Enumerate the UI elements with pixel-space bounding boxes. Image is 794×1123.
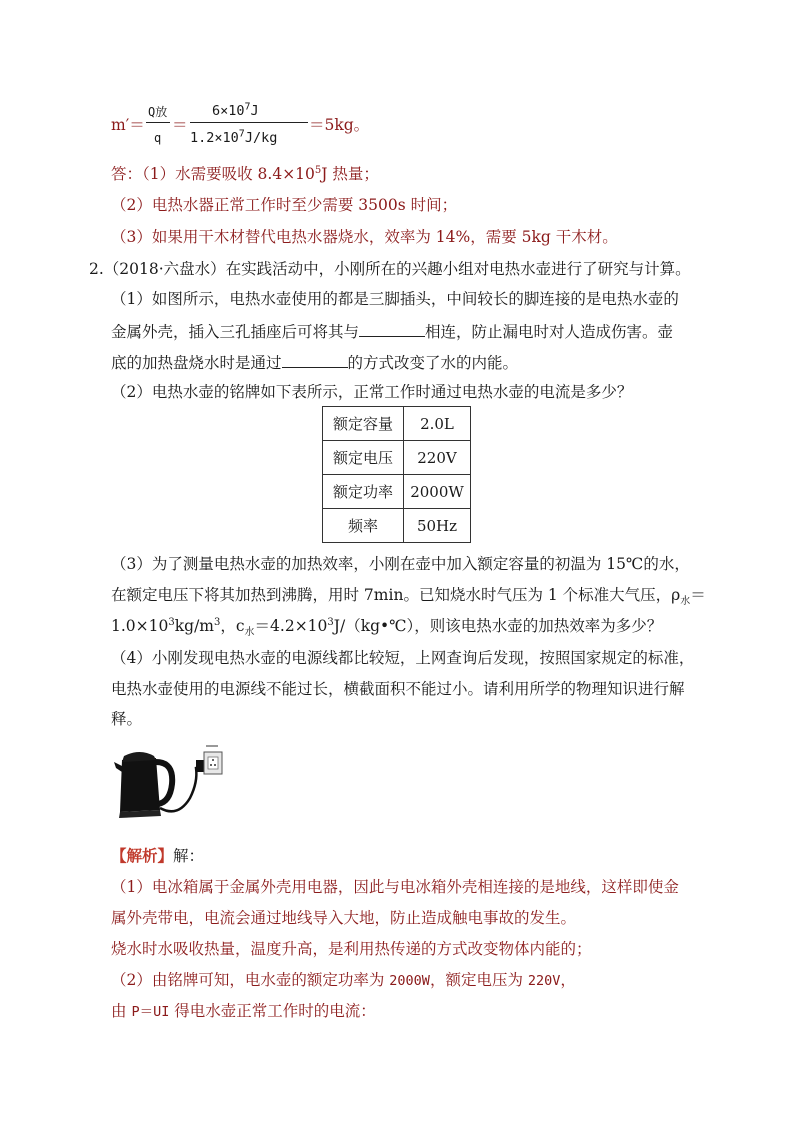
kettle-spout — [114, 762, 122, 772]
fraction2-den-exp: 7 — [238, 128, 245, 140]
kettle-body — [120, 758, 160, 812]
q-p3-l2-a: 在额定电压下将其加热到沸腾，用时 7min — [111, 586, 404, 604]
question-p3-line3 — [111, 615, 662, 637]
fraction1-bar — [146, 122, 170, 123]
analysis-tag: 【解析】 — [111, 846, 174, 865]
socket-hole-left — [210, 764, 212, 766]
fraction2-den-base: 1.2×10 — [190, 130, 239, 146]
analysis-line-4 — [111, 969, 576, 992]
answer-1-exp: 5 — [314, 164, 322, 176]
q-p1-l3-a: 底的加热盘烧水时是通过 — [111, 354, 282, 372]
question-p3-line1: （3）为了测量电热水壶的加热效率，小刚在壶中加入额定容量的初温为 15℃的水， — [111, 555, 690, 573]
formula-lhs-text: m′＝ — [111, 116, 145, 134]
table-value: 2000W — [404, 475, 471, 509]
formula-result: ＝5kg。 — [309, 116, 370, 134]
question-p3-line2 — [111, 584, 706, 606]
analysis-l4-power: 2000W — [389, 973, 430, 989]
q-p1-l3-b: 的方式改变了水的内能。 — [347, 354, 519, 372]
table-row — [323, 475, 471, 509]
q-p3-l3-exp: 3 — [168, 616, 175, 628]
table-value: 50Hz — [404, 509, 471, 543]
q-p3-l2-d: ＝ — [690, 586, 706, 604]
question-p4-line1: （4）小刚发现电热水壶的电源线都比较短，上网查询后发现，按照国家规定的标准， — [111, 649, 695, 667]
fraction1-numerator: Q放 — [148, 105, 168, 119]
fraction2-num-exp: 7 — [244, 101, 251, 113]
fraction2-den-unit: J/kg — [244, 130, 278, 146]
analysis-line-1: （1）电冰箱属于金属外壳用电器，因此与电冰箱外壳相连接的是地线，这样即使金 — [111, 878, 679, 896]
question-p1-line2 — [111, 320, 673, 343]
table-row — [323, 509, 471, 543]
table-key: 频率 — [323, 509, 404, 543]
answer-line-3: （3）如果用干木材替代电热水器烧水，效率为 14%，需要 5kg 干木材。 — [111, 228, 618, 246]
q-p3-l3-d: ＝4.2×10 — [254, 617, 328, 635]
analysis-heading — [111, 845, 204, 867]
question-header: 2.（2018·六盘水）在实践活动中，小刚所在的兴趣小组对电热水壶进行了研究与计算。 — [89, 260, 691, 278]
analysis-l4-e: ， — [560, 971, 576, 989]
answer-1-prefix: 答：（1）水需要吸收 8.4×10 — [111, 165, 315, 183]
q-p1-l2-a: 金属外壳，插入三孔插座后可将其与 — [111, 323, 360, 341]
power-cable — [160, 766, 202, 811]
question-p1-line1: （1）如图所示，电热水壶使用的都是三脚插头，中间较长的脚连接的是电热水壶的 — [111, 290, 679, 308]
answer-blank-2[interactable] — [282, 351, 348, 368]
q-p3-l2-sub: 水 — [680, 596, 691, 608]
table-value: 2.0L — [404, 407, 471, 441]
answer-blank-1[interactable] — [359, 320, 425, 337]
kettle-illustration — [112, 738, 224, 824]
analysis-l5-a: 由 — [111, 1002, 132, 1020]
analysis-l4-a: （2）由铭牌可知，电水壶的额定功率为 — [111, 971, 390, 989]
analysis-tag-suffix: 解： — [173, 847, 205, 865]
nameplate-table — [322, 406, 471, 543]
analysis-l5-c: 得电水壶正常工作时的电流： — [169, 1002, 376, 1020]
q-p3-l3-a: 1.0×10 — [111, 617, 169, 635]
analysis-line-2: 属外壳带电，电流会通过地线导入大地，防止造成触电事故的发生。 — [111, 909, 577, 927]
table-key: 额定功率 — [323, 475, 404, 509]
question-p4-line3: 释。 — [111, 710, 143, 728]
socket-hole-top — [212, 759, 214, 761]
question-p1-line3 — [111, 351, 518, 374]
table-key: 额定容量 — [323, 407, 404, 441]
answer-1-suffix: J 热量； — [321, 165, 379, 183]
q-p3-l3-exp2: 3 — [213, 616, 221, 628]
fraction1-denominator: q — [154, 131, 162, 145]
table-key: 额定电压 — [323, 441, 404, 475]
table-value: 220V — [404, 441, 471, 475]
socket-face — [208, 757, 218, 769]
q-p3-l3-b: kg/m — [174, 617, 214, 635]
analysis-line-3: 烧水时水吸收热量，温度升高，是利用热传递的方式改变物体内能的； — [111, 940, 592, 958]
socket-hole-right — [214, 764, 216, 766]
answer-line-2: （2）电热水器正常工作时至少需要 3500s 时间； — [111, 196, 458, 214]
analysis-line-5 — [111, 1000, 376, 1023]
fraction2-num-unit: J — [250, 103, 259, 119]
fraction2-num-base: 6×10 — [212, 103, 245, 119]
answer-line-1 — [111, 163, 379, 185]
fraction2-bar — [190, 122, 308, 123]
analysis-l4-c: ，额定电压为 — [429, 971, 528, 989]
table-row — [323, 407, 471, 441]
formula-eq1: ＝ — [172, 116, 188, 134]
analysis-l4-voltage: 220V — [527, 973, 561, 989]
q-p3-l2-b: 。已知烧水时气压为 1 个标准大气压，ρ — [403, 586, 681, 604]
q-p3-l3-e: J/（kg•℃），则该电热水壶的加热效率为多少？ — [333, 617, 663, 635]
question-p2: （2）电热水壶的铭牌如下表所示，正常工作时通过电热水壶的电流是多少？ — [111, 383, 633, 401]
fraction2-numerator — [212, 100, 259, 122]
formula-lhs — [111, 114, 145, 136]
q-p3-l3-sub: 水 — [244, 627, 255, 639]
q-p3-l3-c: ，c — [220, 617, 245, 635]
q-p3-l3-exp3: 3 — [327, 616, 334, 628]
question-p4-line2: 电热水壶使用的电源线不能过长，横截面积不能过小。请利用所学的物理知识进行解 — [111, 680, 685, 698]
fraction2-denominator — [190, 127, 277, 149]
table-row — [323, 441, 471, 475]
q-p1-l2-b: 相连，防止漏电时对人造成伤害。壶 — [425, 323, 674, 341]
analysis-l5-formula: P＝UI — [131, 1004, 170, 1020]
